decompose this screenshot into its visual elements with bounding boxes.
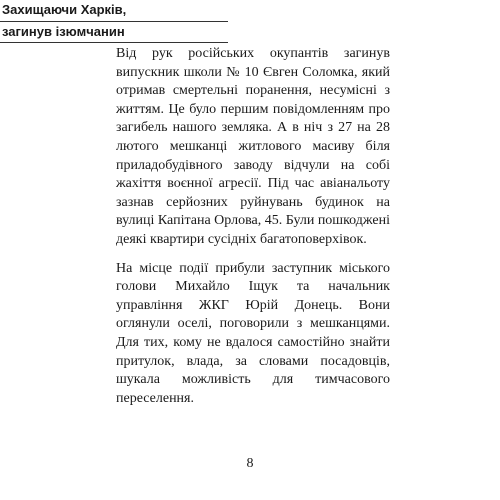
header-title-line-2: загинув ізюмчанин: [2, 24, 125, 39]
article-paragraph-2: На місце події прибули заступник міського голови Михайло Іщук та начальник управління ЖКГ Юрій Донець. Вони оглянули оселі, поговорили з мешканцями. Для тих, кому не вдалося самостійно знайти притулок, влада, за словами посадовців, шукала можливість для тимчасового переселення.: [116, 260, 390, 406]
article-paragraph-1: Від рук російських окупантів загинув випускник школи № 10 Євген Соломка, який отримав смертельні поранення, несумісні з життям. Це було першим повідомленням про загибель нашого земляка. А в ніч з 27 на 28 лютого мешканці житлового масиву біля приладобудівного заводу відчули на собі жахіття воєнної агресії. Під час авіанальоту зазнав серйозних руйнувань будинок на вулиці Капітана Орлова, 45. Були пошкоджені деякі квартири сусідніх багатоповерхівок.: [116, 46, 390, 247]
article-body: [116, 45, 390, 408]
running-header: [0, 0, 228, 43]
header-divider-bottom: [0, 42, 228, 43]
header-title-line-1: Захищаючи Харків,: [2, 2, 127, 17]
page-number: 8: [246, 456, 254, 471]
